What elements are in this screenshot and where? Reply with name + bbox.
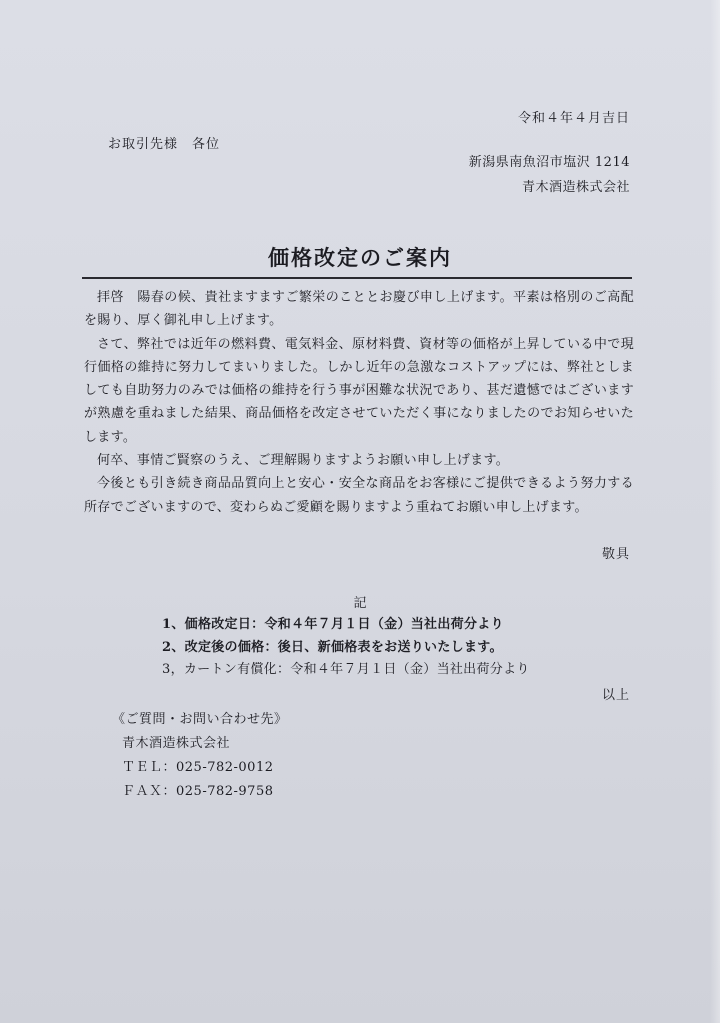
item-carton-charge: 3，カートン有償化：令和４年７月１日（金）当社出荷分より xyxy=(162,662,530,677)
document-title: 価格改定のご案内 xyxy=(268,246,452,270)
body-paragraph-closing-remarks: 今後とも引き続き商品品質向上と安心・安全な商品をお客様にご提供できるよう努力する所存でございますので、変わらぬご愛顧を賜りますよう重ねてお願い申し上げます。 xyxy=(84,476,634,515)
sender-address: 新潟県南魚沼市塩沢 1214 xyxy=(468,155,630,170)
contact-block xyxy=(112,708,288,804)
contact-company: 青木酒造株式会社 xyxy=(122,736,231,751)
item-new-price: 2、改定後の価格：後日、新価格表をお送りいたします。 xyxy=(162,639,503,655)
body-paragraph-reason: さて、弊社では近年の燃料費、電気料金、原材料費、資材等の価格が上昇している中で現行価格の維持に努力してまいりました。しかし近年の急激なコストアップには、弊社としましても自助努力のみでは価格の維持を行う事が困難な状況であり、甚だ遺憾ではございますが熟慮を重ねました結果、商品価格を改定させていただく事になりましたのでお知らせいたします。 xyxy=(84,336,634,445)
sender-company: 青木酒造株式会社 xyxy=(521,180,630,195)
item-list xyxy=(162,614,530,682)
closing-keigu: 敬具 xyxy=(601,547,630,562)
item-price-revision-date: 1、価格改定日：令和４年７月１日（金）当社出荷分より xyxy=(162,617,504,632)
ijo-end-mark: 以上 xyxy=(601,688,630,703)
title-underline xyxy=(82,277,632,279)
contact-heading: 《ご質問・お問い合わせ先》 xyxy=(112,712,288,727)
contact-tel: ＴＥＬ：025-782-0012 xyxy=(122,760,274,775)
body-paragraph-greeting: 拝啓 陽春の候、貴社ますますご繁栄のこととお慶び申し上げます。平素は格別のご高配を賜り、厚く御礼申し上げます。 xyxy=(84,290,634,329)
body-paragraph-request: 何卒、事情ご賢察のうえ、ご理解賜りますようお願い申し上げます。 xyxy=(97,453,510,469)
ki-heading: 記 xyxy=(353,596,367,611)
contact-fax: ＦＡＸ：025-782-9758 xyxy=(122,784,274,799)
recipient-line: お取引先様 各位 xyxy=(108,137,221,152)
letter-body xyxy=(84,286,634,519)
letter-date: 令和４年４月吉日 xyxy=(517,111,630,126)
sender-block xyxy=(469,150,630,200)
